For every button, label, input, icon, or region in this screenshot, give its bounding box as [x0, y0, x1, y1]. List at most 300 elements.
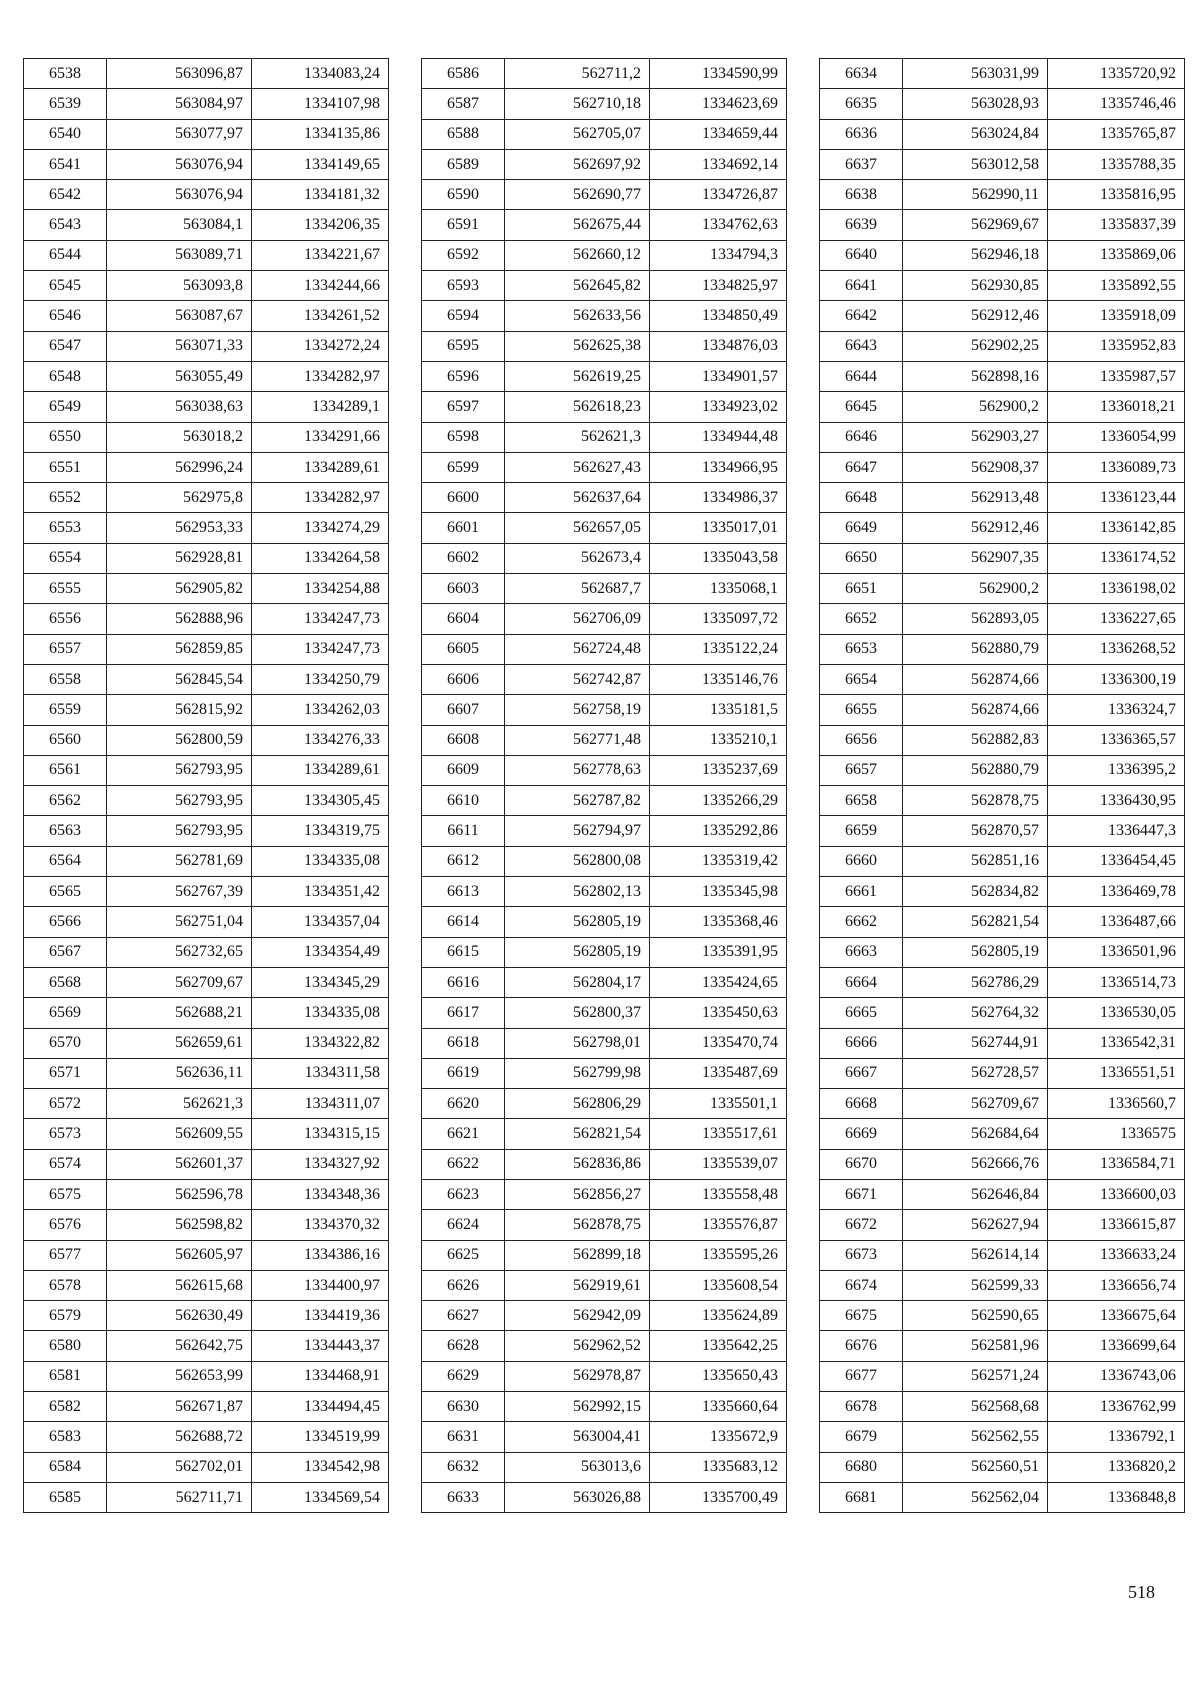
- y-coordinate-cell: 1334221,67: [252, 240, 389, 270]
- table-row: [24, 1149, 389, 1179]
- y-coordinate-cell: 1335816,95: [1048, 180, 1185, 210]
- point-number-cell: 6552: [24, 483, 107, 513]
- x-coordinate-cell: 562621,3: [505, 422, 650, 452]
- point-number-cell: 6554: [24, 543, 107, 573]
- page-number: 518: [1128, 1582, 1155, 1602]
- point-number-cell: 6563: [24, 816, 107, 846]
- x-coordinate-cell: 562764,32: [903, 998, 1048, 1028]
- point-number-cell: 6555: [24, 574, 107, 604]
- table-row: [820, 907, 1185, 937]
- y-coordinate-cell: 1335319,42: [650, 846, 787, 876]
- x-coordinate-cell: 562742,87: [505, 664, 650, 694]
- table-row: [820, 574, 1185, 604]
- table-row: [422, 240, 787, 270]
- coordinate-table-3: [819, 58, 1185, 1513]
- point-number-cell: 6614: [422, 907, 505, 937]
- table-row: [820, 331, 1185, 361]
- x-coordinate-cell: 562793,95: [107, 816, 252, 846]
- table-row: [422, 543, 787, 573]
- point-number-cell: 6575: [24, 1179, 107, 1209]
- y-coordinate-cell: 1334247,73: [252, 634, 389, 664]
- point-number-cell: 6627: [422, 1301, 505, 1331]
- x-coordinate-cell: 562642,75: [107, 1331, 252, 1361]
- point-number-cell: 6616: [422, 967, 505, 997]
- point-number-cell: 6584: [24, 1452, 107, 1482]
- point-number-cell: 6662: [820, 907, 903, 937]
- x-coordinate-cell: 562930,85: [903, 271, 1048, 301]
- x-coordinate-cell: 562728,57: [903, 1058, 1048, 1088]
- point-number-cell: 6600: [422, 483, 505, 513]
- x-coordinate-cell: 562975,8: [107, 483, 252, 513]
- x-coordinate-cell: 562851,16: [903, 846, 1048, 876]
- x-coordinate-cell: 562687,7: [505, 574, 650, 604]
- y-coordinate-cell: 1334149,65: [252, 149, 389, 179]
- x-coordinate-cell: 562633,56: [505, 301, 650, 331]
- x-coordinate-cell: 562744,91: [903, 1028, 1048, 1058]
- point-number-cell: 6645: [820, 392, 903, 422]
- table-row: [820, 1331, 1185, 1361]
- point-number-cell: 6570: [24, 1028, 107, 1058]
- y-coordinate-cell: 1334319,75: [252, 816, 389, 846]
- x-coordinate-cell: 562673,4: [505, 543, 650, 573]
- x-coordinate-cell: 562666,76: [903, 1149, 1048, 1179]
- y-coordinate-cell: 1335424,65: [650, 967, 787, 997]
- table-row: [820, 210, 1185, 240]
- table-row: [24, 1028, 389, 1058]
- point-number-cell: 6577: [24, 1240, 107, 1270]
- point-number-cell: 6581: [24, 1361, 107, 1391]
- y-coordinate-cell: 1336454,45: [1048, 846, 1185, 876]
- table-row: [820, 604, 1185, 634]
- x-coordinate-cell: 562815,92: [107, 695, 252, 725]
- table-row: [422, 1058, 787, 1088]
- y-coordinate-cell: 1334923,02: [650, 392, 787, 422]
- x-coordinate-cell: 562908,37: [903, 452, 1048, 482]
- x-coordinate-cell: 562630,49: [107, 1301, 252, 1331]
- table-row: [820, 998, 1185, 1028]
- point-number-cell: 6665: [820, 998, 903, 1028]
- point-number-cell: 6579: [24, 1301, 107, 1331]
- y-coordinate-cell: 1335043,58: [650, 543, 787, 573]
- table-row: [820, 695, 1185, 725]
- table-row: [422, 1089, 787, 1119]
- point-number-cell: 6613: [422, 877, 505, 907]
- table-row: [422, 907, 787, 937]
- table-row: [422, 816, 787, 846]
- table-row: [422, 604, 787, 634]
- x-coordinate-cell: 562913,48: [903, 483, 1048, 513]
- point-number-cell: 6680: [820, 1452, 903, 1482]
- table-row: [422, 180, 787, 210]
- table-row: [422, 725, 787, 755]
- y-coordinate-cell: 1336324,7: [1048, 695, 1185, 725]
- point-number-cell: 6558: [24, 664, 107, 694]
- point-number-cell: 6619: [422, 1058, 505, 1088]
- table-row: [820, 725, 1185, 755]
- table-row: [422, 1331, 787, 1361]
- table-row: [24, 664, 389, 694]
- y-coordinate-cell: 1334311,07: [252, 1089, 389, 1119]
- y-coordinate-cell: 1334206,35: [252, 210, 389, 240]
- x-coordinate-cell: 563018,2: [107, 422, 252, 452]
- x-coordinate-cell: 562627,94: [903, 1210, 1048, 1240]
- point-number-cell: 6661: [820, 877, 903, 907]
- x-coordinate-cell: 562598,82: [107, 1210, 252, 1240]
- y-coordinate-cell: 1336268,52: [1048, 634, 1185, 664]
- x-coordinate-cell: 562942,09: [505, 1301, 650, 1331]
- y-coordinate-cell: 1334519,99: [252, 1422, 389, 1452]
- table-row: [820, 271, 1185, 301]
- x-coordinate-cell: 562874,66: [903, 695, 1048, 725]
- x-coordinate-cell: 563055,49: [107, 361, 252, 391]
- point-number-cell: 6539: [24, 89, 107, 119]
- table-row: [820, 1482, 1185, 1512]
- point-number-cell: 6674: [820, 1270, 903, 1300]
- x-coordinate-cell: 563038,63: [107, 392, 252, 422]
- point-number-cell: 6599: [422, 452, 505, 482]
- y-coordinate-cell: 1335181,5: [650, 695, 787, 725]
- point-number-cell: 6569: [24, 998, 107, 1028]
- table-row: [24, 1270, 389, 1300]
- table-row: [820, 1210, 1185, 1240]
- y-coordinate-cell: 1336018,21: [1048, 392, 1185, 422]
- table-row: [24, 180, 389, 210]
- x-coordinate-cell: 562880,79: [903, 755, 1048, 785]
- y-coordinate-cell: 1336487,66: [1048, 907, 1185, 937]
- point-number-cell: 6557: [24, 634, 107, 664]
- y-coordinate-cell: 1335700,49: [650, 1482, 787, 1512]
- y-coordinate-cell: 1334762,63: [650, 210, 787, 240]
- x-coordinate-cell: 563076,94: [107, 180, 252, 210]
- y-coordinate-cell: 1334289,1: [252, 392, 389, 422]
- point-number-cell: 6598: [422, 422, 505, 452]
- y-coordinate-cell: 1335837,39: [1048, 210, 1185, 240]
- table-row: [820, 816, 1185, 846]
- point-number-cell: 6562: [24, 786, 107, 816]
- table-row: [24, 846, 389, 876]
- x-coordinate-cell: 562645,82: [505, 271, 650, 301]
- table-row: [820, 392, 1185, 422]
- x-coordinate-cell: 562710,18: [505, 89, 650, 119]
- x-coordinate-cell: 562962,52: [505, 1331, 650, 1361]
- point-number-cell: 6615: [422, 937, 505, 967]
- y-coordinate-cell: 1334335,08: [252, 998, 389, 1028]
- x-coordinate-cell: 562724,48: [505, 634, 650, 664]
- table-row: [422, 1149, 787, 1179]
- y-coordinate-cell: 1334419,36: [252, 1301, 389, 1331]
- point-number-cell: 6642: [820, 301, 903, 331]
- y-coordinate-cell: 1336054,99: [1048, 422, 1185, 452]
- point-number-cell: 6633: [422, 1482, 505, 1512]
- x-coordinate-cell: 563093,8: [107, 271, 252, 301]
- y-coordinate-cell: 1336600,03: [1048, 1179, 1185, 1209]
- point-number-cell: 6583: [24, 1422, 107, 1452]
- x-coordinate-cell: 562899,18: [505, 1240, 650, 1270]
- x-coordinate-cell: 562946,18: [903, 240, 1048, 270]
- point-number-cell: 6576: [24, 1210, 107, 1240]
- x-coordinate-cell: 562836,86: [505, 1149, 650, 1179]
- y-coordinate-cell: 1335487,69: [650, 1058, 787, 1088]
- y-coordinate-cell: 1335122,24: [650, 634, 787, 664]
- point-number-cell: 6643: [820, 331, 903, 361]
- y-coordinate-cell: 1334569,54: [252, 1482, 389, 1512]
- table-row: [422, 483, 787, 513]
- table-row: [422, 271, 787, 301]
- point-number-cell: 6587: [422, 89, 505, 119]
- point-number-cell: 6671: [820, 1179, 903, 1209]
- point-number-cell: 6556: [24, 604, 107, 634]
- x-coordinate-cell: 562900,2: [903, 574, 1048, 604]
- point-number-cell: 6586: [422, 59, 505, 89]
- x-coordinate-cell: 562571,24: [903, 1361, 1048, 1391]
- table-row: [24, 240, 389, 270]
- x-coordinate-cell: 562798,01: [505, 1028, 650, 1058]
- point-number-cell: 6649: [820, 513, 903, 543]
- table-row: [820, 1392, 1185, 1422]
- table-row: [422, 574, 787, 604]
- y-coordinate-cell: 1334264,58: [252, 543, 389, 573]
- y-coordinate-cell: 1335624,89: [650, 1301, 787, 1331]
- table-row: [24, 1422, 389, 1452]
- table-row: [24, 89, 389, 119]
- point-number-cell: 6594: [422, 301, 505, 331]
- table-row: [422, 998, 787, 1028]
- y-coordinate-cell: 1334254,88: [252, 574, 389, 604]
- table-row: [422, 877, 787, 907]
- point-number-cell: 6545: [24, 271, 107, 301]
- table-row: [422, 301, 787, 331]
- table-row: [24, 786, 389, 816]
- point-number-cell: 6601: [422, 513, 505, 543]
- point-number-cell: 6622: [422, 1149, 505, 1179]
- y-coordinate-cell: 1334274,29: [252, 513, 389, 543]
- y-coordinate-cell: 1335746,46: [1048, 89, 1185, 119]
- x-coordinate-cell: 562806,29: [505, 1089, 650, 1119]
- y-coordinate-cell: 1334107,98: [252, 89, 389, 119]
- table-row: [24, 1089, 389, 1119]
- point-number-cell: 6595: [422, 331, 505, 361]
- x-coordinate-cell: 562787,82: [505, 786, 650, 816]
- y-coordinate-cell: 1334692,14: [650, 149, 787, 179]
- point-number-cell: 6582: [24, 1392, 107, 1422]
- point-number-cell: 6618: [422, 1028, 505, 1058]
- x-coordinate-cell: 562794,97: [505, 816, 650, 846]
- y-coordinate-cell: 1334272,24: [252, 331, 389, 361]
- y-coordinate-cell: 1334443,37: [252, 1331, 389, 1361]
- x-coordinate-cell: 563087,67: [107, 301, 252, 331]
- y-coordinate-cell: 1335595,26: [650, 1240, 787, 1270]
- x-coordinate-cell: 562709,67: [107, 967, 252, 997]
- y-coordinate-cell: 1334335,08: [252, 846, 389, 876]
- point-number-cell: 6607: [422, 695, 505, 725]
- y-coordinate-cell: 1334659,44: [650, 119, 787, 149]
- point-number-cell: 6630: [422, 1392, 505, 1422]
- y-coordinate-cell: 1336615,87: [1048, 1210, 1185, 1240]
- x-coordinate-cell: 562697,92: [505, 149, 650, 179]
- table-row: [820, 89, 1185, 119]
- y-coordinate-cell: 1334135,86: [252, 119, 389, 149]
- point-number-cell: 6609: [422, 755, 505, 785]
- x-coordinate-cell: 562590,65: [903, 1301, 1048, 1331]
- y-coordinate-cell: 1335558,48: [650, 1179, 787, 1209]
- point-number-cell: 6546: [24, 301, 107, 331]
- y-coordinate-cell: 1335608,54: [650, 1270, 787, 1300]
- table-row: [24, 59, 389, 89]
- table-row: [422, 1422, 787, 1452]
- table-row: [422, 331, 787, 361]
- table-row: [422, 1361, 787, 1391]
- y-coordinate-cell: 1334357,04: [252, 907, 389, 937]
- x-coordinate-cell: 562711,71: [107, 1482, 252, 1512]
- y-coordinate-cell: 1334322,82: [252, 1028, 389, 1058]
- point-number-cell: 6564: [24, 846, 107, 876]
- y-coordinate-cell: 1336820,2: [1048, 1452, 1185, 1482]
- table-row: [24, 149, 389, 179]
- table-row: [24, 755, 389, 785]
- y-coordinate-cell: 1336430,95: [1048, 786, 1185, 816]
- table-row: [24, 967, 389, 997]
- x-coordinate-cell: 562992,15: [505, 1392, 650, 1422]
- point-number-cell: 6666: [820, 1028, 903, 1058]
- y-coordinate-cell: 1334282,97: [252, 483, 389, 513]
- table-row: [820, 877, 1185, 907]
- point-number-cell: 6596: [422, 361, 505, 391]
- y-coordinate-cell: 1335642,25: [650, 1331, 787, 1361]
- point-number-cell: 6659: [820, 816, 903, 846]
- table-row: [820, 1301, 1185, 1331]
- point-number-cell: 6650: [820, 543, 903, 573]
- point-number-cell: 6538: [24, 59, 107, 89]
- y-coordinate-cell: 1334244,66: [252, 271, 389, 301]
- point-number-cell: 6602: [422, 543, 505, 573]
- coordinate-table-2: [421, 58, 787, 1513]
- point-number-cell: 6670: [820, 1149, 903, 1179]
- x-coordinate-cell: 563013,6: [505, 1452, 650, 1482]
- y-coordinate-cell: 1335539,07: [650, 1149, 787, 1179]
- x-coordinate-cell: 562912,46: [903, 301, 1048, 331]
- table-row: [24, 725, 389, 755]
- y-coordinate-cell: 1334944,48: [650, 422, 787, 452]
- point-number-cell: 6565: [24, 877, 107, 907]
- point-number-cell: 6635: [820, 89, 903, 119]
- x-coordinate-cell: 562834,82: [903, 877, 1048, 907]
- table-row: [422, 89, 787, 119]
- table-row: [24, 1119, 389, 1149]
- table-row: [24, 1392, 389, 1422]
- y-coordinate-cell: 1335017,01: [650, 513, 787, 543]
- y-coordinate-cell: 1335672,9: [650, 1422, 787, 1452]
- y-coordinate-cell: 1334261,52: [252, 301, 389, 331]
- table-row: [422, 422, 787, 452]
- table-row: [820, 1028, 1185, 1058]
- point-number-cell: 6624: [422, 1210, 505, 1240]
- table-row: [24, 695, 389, 725]
- table-row: [820, 634, 1185, 664]
- point-number-cell: 6573: [24, 1119, 107, 1149]
- point-number-cell: 6597: [422, 392, 505, 422]
- point-number-cell: 6604: [422, 604, 505, 634]
- coordinate-table-1: [23, 58, 389, 1513]
- table-row: [422, 1119, 787, 1149]
- y-coordinate-cell: 1334345,29: [252, 967, 389, 997]
- point-number-cell: 6652: [820, 604, 903, 634]
- y-coordinate-cell: 1334966,95: [650, 452, 787, 482]
- point-number-cell: 6542: [24, 180, 107, 210]
- table-row: [422, 755, 787, 785]
- point-number-cell: 6608: [422, 725, 505, 755]
- table-row: [422, 695, 787, 725]
- point-number-cell: 6657: [820, 755, 903, 785]
- table-row: [422, 361, 787, 391]
- x-coordinate-cell: 562711,2: [505, 59, 650, 89]
- table-row: [24, 1361, 389, 1391]
- point-number-cell: 6669: [820, 1119, 903, 1149]
- table-row: [422, 846, 787, 876]
- y-coordinate-cell: 1334901,57: [650, 361, 787, 391]
- table-row: [24, 1301, 389, 1331]
- point-number-cell: 6592: [422, 240, 505, 270]
- y-coordinate-cell: 1336530,05: [1048, 998, 1185, 1028]
- y-coordinate-cell: 1336123,44: [1048, 483, 1185, 513]
- point-number-cell: 6591: [422, 210, 505, 240]
- y-coordinate-cell: 1336174,52: [1048, 543, 1185, 573]
- y-coordinate-cell: 1334181,32: [252, 180, 389, 210]
- point-number-cell: 6559: [24, 695, 107, 725]
- y-coordinate-cell: 1335068,1: [650, 574, 787, 604]
- table-row: [820, 664, 1185, 694]
- y-coordinate-cell: 1336300,19: [1048, 664, 1185, 694]
- point-number-cell: 6681: [820, 1482, 903, 1512]
- point-number-cell: 6590: [422, 180, 505, 210]
- y-coordinate-cell: 1334083,24: [252, 59, 389, 89]
- x-coordinate-cell: 562859,85: [107, 634, 252, 664]
- point-number-cell: 6640: [820, 240, 903, 270]
- y-coordinate-cell: 1336633,24: [1048, 1240, 1185, 1270]
- point-number-cell: 6621: [422, 1119, 505, 1149]
- x-coordinate-cell: 563026,88: [505, 1482, 650, 1512]
- x-coordinate-cell: 562605,97: [107, 1240, 252, 1270]
- table-row: [820, 543, 1185, 573]
- y-coordinate-cell: 1336501,96: [1048, 937, 1185, 967]
- y-coordinate-cell: 1336198,02: [1048, 574, 1185, 604]
- x-coordinate-cell: 562675,44: [505, 210, 650, 240]
- table-row: [820, 1452, 1185, 1482]
- point-number-cell: 6620: [422, 1089, 505, 1119]
- y-coordinate-cell: 1334623,69: [650, 89, 787, 119]
- point-number-cell: 6673: [820, 1240, 903, 1270]
- y-coordinate-cell: 1336656,74: [1048, 1270, 1185, 1300]
- y-coordinate-cell: 1335266,29: [650, 786, 787, 816]
- x-coordinate-cell: 563071,33: [107, 331, 252, 361]
- x-coordinate-cell: 562805,19: [505, 907, 650, 937]
- table-row: [820, 755, 1185, 785]
- point-number-cell: 6610: [422, 786, 505, 816]
- table-row: [422, 634, 787, 664]
- point-number-cell: 6541: [24, 149, 107, 179]
- x-coordinate-cell: 562627,43: [505, 452, 650, 482]
- point-number-cell: 6651: [820, 574, 903, 604]
- table-row: [422, 1270, 787, 1300]
- table-row: [24, 634, 389, 664]
- table-row: [422, 786, 787, 816]
- x-coordinate-cell: 563084,97: [107, 89, 252, 119]
- point-number-cell: 6641: [820, 271, 903, 301]
- x-coordinate-cell: 562705,07: [505, 119, 650, 149]
- y-coordinate-cell: 1336575: [1048, 1119, 1185, 1149]
- point-number-cell: 6664: [820, 967, 903, 997]
- x-coordinate-cell: 562636,11: [107, 1058, 252, 1088]
- point-number-cell: 6631: [422, 1422, 505, 1452]
